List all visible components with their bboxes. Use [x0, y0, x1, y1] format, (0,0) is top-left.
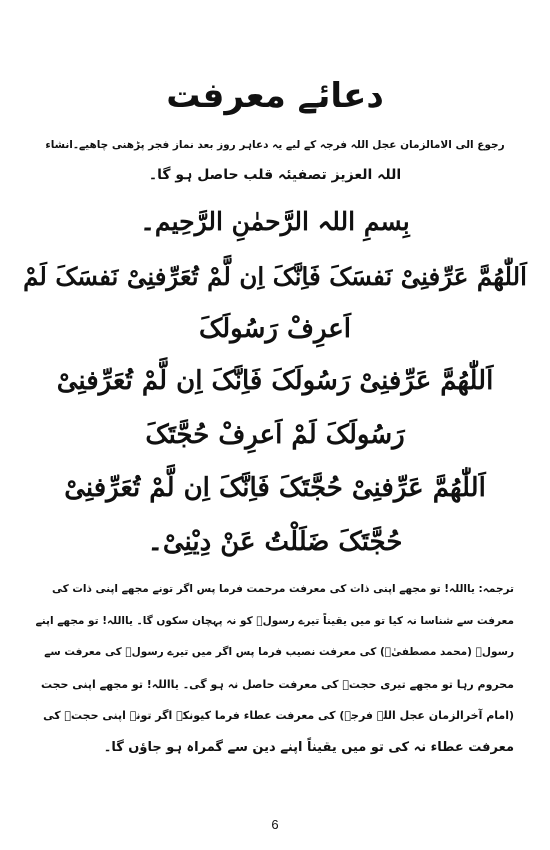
page-number: 6	[271, 817, 279, 832]
translation-line: محروم رہا تو مجھے تیری حجتؑ کی معرفت حاصل نہ ہو گی۔ یااللہ! تو مجھے اپنی حجت	[40, 677, 514, 691]
translation-line: (امام آخرالزمان عجل اللہ فرجہ) کی معرفت عطاء فرما کیونکہ اگر تونے اپنی حجتؑ کی	[43, 709, 514, 722]
intro-line: اللہ العزیز تصفیئہ قلب حاصل ہو گا۔	[148, 167, 402, 183]
dua-line: رَسُولَکَ لَمْ اَعرِفْ حُجَّتَکَ	[145, 420, 405, 450]
dua-line: اَللّٰھُمَّ عَرِّفنِیْ حُجَّتَکَ فَاِنَّکَ اِن لَّمْ تُعَرِّفنِیْ	[64, 473, 486, 503]
bismillah-line: بِسمِ اللہ الرَّحمٰنِ الرَّحِیم۔	[140, 207, 410, 236]
intro-paragraph	[44, 130, 506, 190]
dua-line: اَللّٰھُمَّ عَرِّفنِیْ رَسُولَکَ فَاِنَّکَ اِن لَّمْ تُعَرِّفنِیْ	[56, 366, 494, 396]
translation-line: معرفت عطاء نہ کی تو میں یقیناً اپنے دین سے گمراہ ہو جاؤں گا۔	[103, 739, 514, 755]
translation-paragraph	[36, 574, 514, 763]
intro-line: رجوع الی الامالزمان عجل اللہ فرجہ کے لیے یہ دعاہر روز بعد نماز فجر پڑھنی چاھیے۔انشاء	[45, 139, 505, 151]
translation-line: ترجمہ: یااللہ! تو مجھے اپنی ذات کی معرفت مرحمت فرما پس اگر تونے مجھے اپنی ذات کی	[51, 583, 514, 595]
dua-line: حُجَّتَکَ ضَلَلْتُ عَنْ دِیْنِیْ۔	[147, 527, 403, 557]
translation-line: رسولؐ (محمد مصطفیٰؐ) کی معرفت نصیب فرما پس اگر میں تیرے رسولؐ کی معرفت سے	[44, 646, 514, 658]
translation-line: معرفت سے شناسا نہ کیا تو میں یقیناً تیرے رسولؐ کو نہ پہچان سکوں گا۔ یااللہ! تو مجھے اپنے	[35, 614, 514, 627]
dua-line: اَعرِفْ رَسُولَکَ	[198, 314, 352, 344]
dua-line: اَللّٰھُمَّ عَرِّفنِیْ نَفسَکَ فَاِنَّکَ اِن لَّمْ تُعَرِّفنِیْ نَفسَکَ لَمْ	[23, 262, 527, 291]
page-title: دعائے معرفت	[166, 76, 384, 116]
